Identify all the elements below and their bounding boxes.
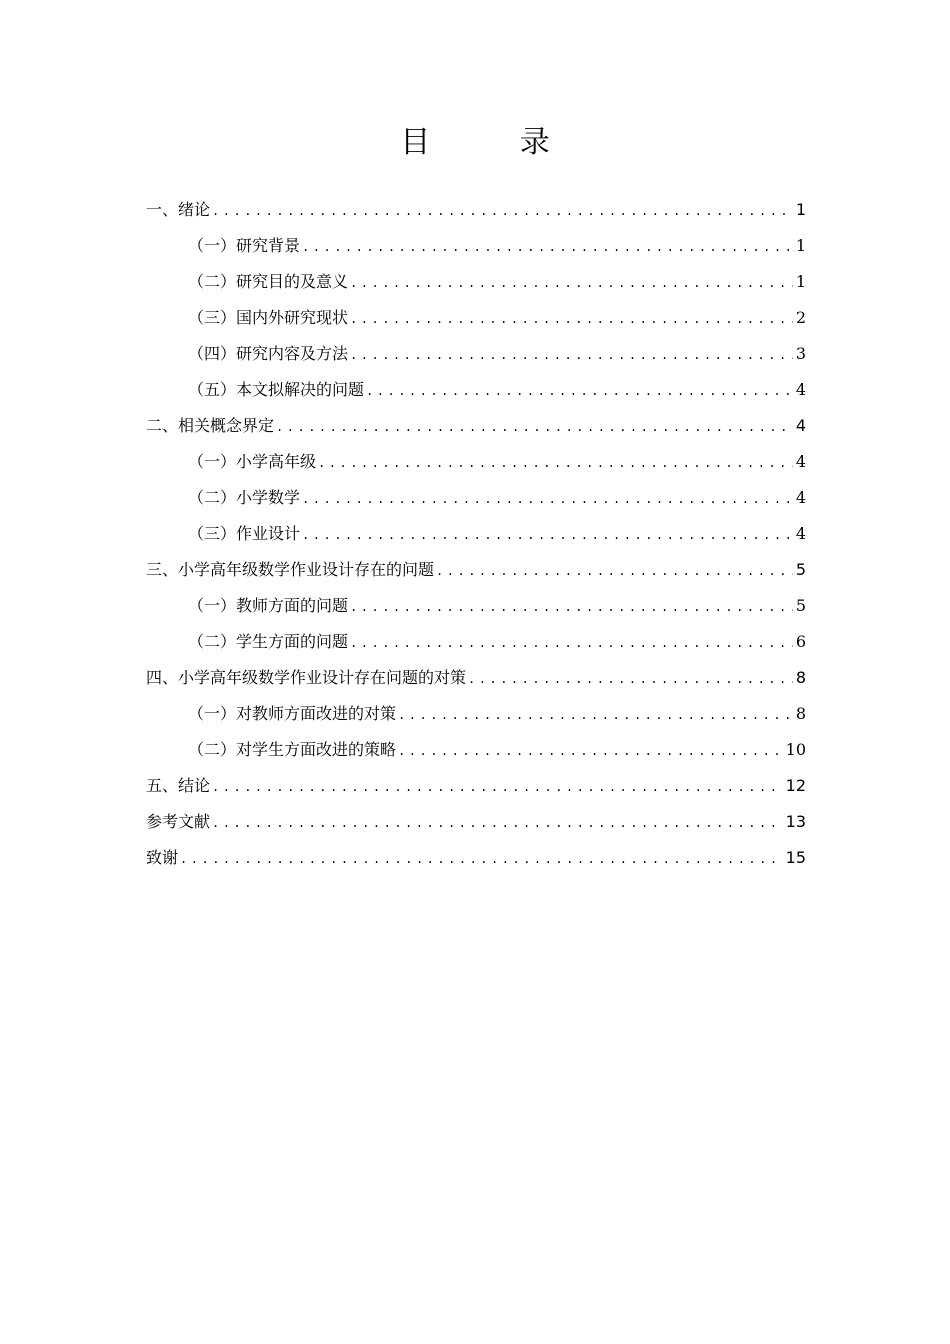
toc-entry-acknowledgements[interactable] — [146, 840, 806, 876]
toc-entry-label: 四、小学高年级数学作业设计存在问题的对策 — [146, 668, 467, 687]
dot-leader — [212, 805, 783, 841]
toc-entry-introduction[interactable] — [146, 192, 806, 228]
dot-leader — [350, 265, 793, 301]
toc-entry-teacher-problems[interactable] — [146, 588, 806, 624]
dot-leader — [398, 733, 783, 769]
page-title: 目 录 — [400, 125, 590, 160]
dot-leader — [350, 589, 793, 625]
toc-page-number: 12 — [785, 776, 806, 795]
toc-page-number: 3 — [795, 344, 806, 363]
dot-leader — [302, 481, 793, 517]
toc-page-number: 2 — [795, 308, 806, 327]
toc-entry-label: （三）作业设计 — [188, 524, 301, 543]
dot-leader — [366, 373, 793, 409]
toc-entry-concepts[interactable] — [146, 408, 806, 444]
toc-entry-upper-grades[interactable] — [146, 444, 806, 480]
toc-entry-student-problems[interactable] — [146, 624, 806, 660]
toc-entry-countermeasures[interactable] — [146, 660, 806, 696]
dot-leader — [180, 841, 783, 877]
toc-entry-student-strategies[interactable] — [146, 732, 806, 768]
toc-entry-label: （一）小学高年级 — [188, 452, 317, 471]
toc-entry-label: 一、绪论 — [146, 200, 211, 219]
toc-entry-label: （五）本文拟解决的问题 — [188, 380, 365, 399]
dot-leader — [302, 517, 793, 553]
toc-page-number: 4 — [795, 416, 806, 435]
toc-entry-problems-to-solve[interactable] — [146, 372, 806, 408]
toc-page-number: 13 — [785, 812, 806, 831]
toc-page-number: 15 — [785, 848, 806, 867]
toc-entry-label: （二）小学数学 — [188, 488, 301, 507]
toc-entry-label: 二、相关概念界定 — [146, 416, 275, 435]
dot-leader — [212, 193, 793, 229]
toc-entry-homework-design[interactable] — [146, 516, 806, 552]
toc-entry-label: （四）研究内容及方法 — [188, 344, 349, 363]
toc-page-number: 4 — [795, 380, 806, 399]
toc-page-number: 8 — [795, 704, 806, 723]
dot-leader — [350, 625, 793, 661]
toc-page-number: 1 — [795, 272, 806, 291]
toc-entry-label: （二）学生方面的问题 — [188, 632, 349, 651]
toc-entry-label: 三、小学高年级数学作业设计存在的问题 — [146, 560, 435, 579]
toc-page-number: 8 — [795, 668, 806, 687]
toc-entry-label: （一）对教师方面改进的对策 — [188, 704, 397, 723]
toc-page-number: 5 — [795, 560, 806, 579]
toc-page-number: 5 — [795, 596, 806, 615]
dot-leader — [468, 661, 793, 697]
toc-entry-existing-problems[interactable] — [146, 552, 806, 588]
toc-entry-conclusion[interactable] — [146, 768, 806, 804]
toc-page-number: 6 — [795, 632, 806, 651]
toc-entry-research-background[interactable] — [146, 228, 806, 264]
toc-entry-label: 五、结论 — [146, 776, 211, 795]
toc-entry-teacher-countermeasures[interactable] — [146, 696, 806, 732]
toc-page-number: 4 — [795, 488, 806, 507]
toc-page-number: 1 — [795, 200, 806, 219]
dot-leader — [350, 337, 793, 373]
toc-entry-references[interactable] — [146, 804, 806, 840]
dot-leader — [276, 409, 793, 445]
toc-entry-label: 致谢 — [146, 848, 179, 867]
toc-entry-research-purpose[interactable] — [146, 264, 806, 300]
toc-entry-label: （二）研究目的及意义 — [188, 272, 349, 291]
dot-leader — [302, 229, 793, 265]
toc-entry-research-status[interactable] — [146, 300, 806, 336]
dot-leader — [436, 553, 793, 589]
toc-entry-label: （二）对学生方面改进的策略 — [188, 740, 397, 759]
table-of-contents — [146, 192, 806, 876]
dot-leader — [212, 769, 783, 805]
toc-page-number: 4 — [795, 524, 806, 543]
toc-page-number: 4 — [795, 452, 806, 471]
dot-leader — [398, 697, 793, 733]
toc-page-number: 10 — [785, 740, 806, 759]
toc-entry-label: 参考文献 — [146, 812, 211, 831]
toc-entry-label: （三）国内外研究现状 — [188, 308, 349, 327]
toc-entry-label: （一）研究背景 — [188, 236, 301, 255]
toc-entry-primary-math[interactable] — [146, 480, 806, 516]
toc-page-number: 1 — [795, 236, 806, 255]
toc-entry-research-methods[interactable] — [146, 336, 806, 372]
toc-entry-label: （一）教师方面的问题 — [188, 596, 349, 615]
dot-leader — [318, 445, 793, 481]
dot-leader — [350, 301, 793, 337]
